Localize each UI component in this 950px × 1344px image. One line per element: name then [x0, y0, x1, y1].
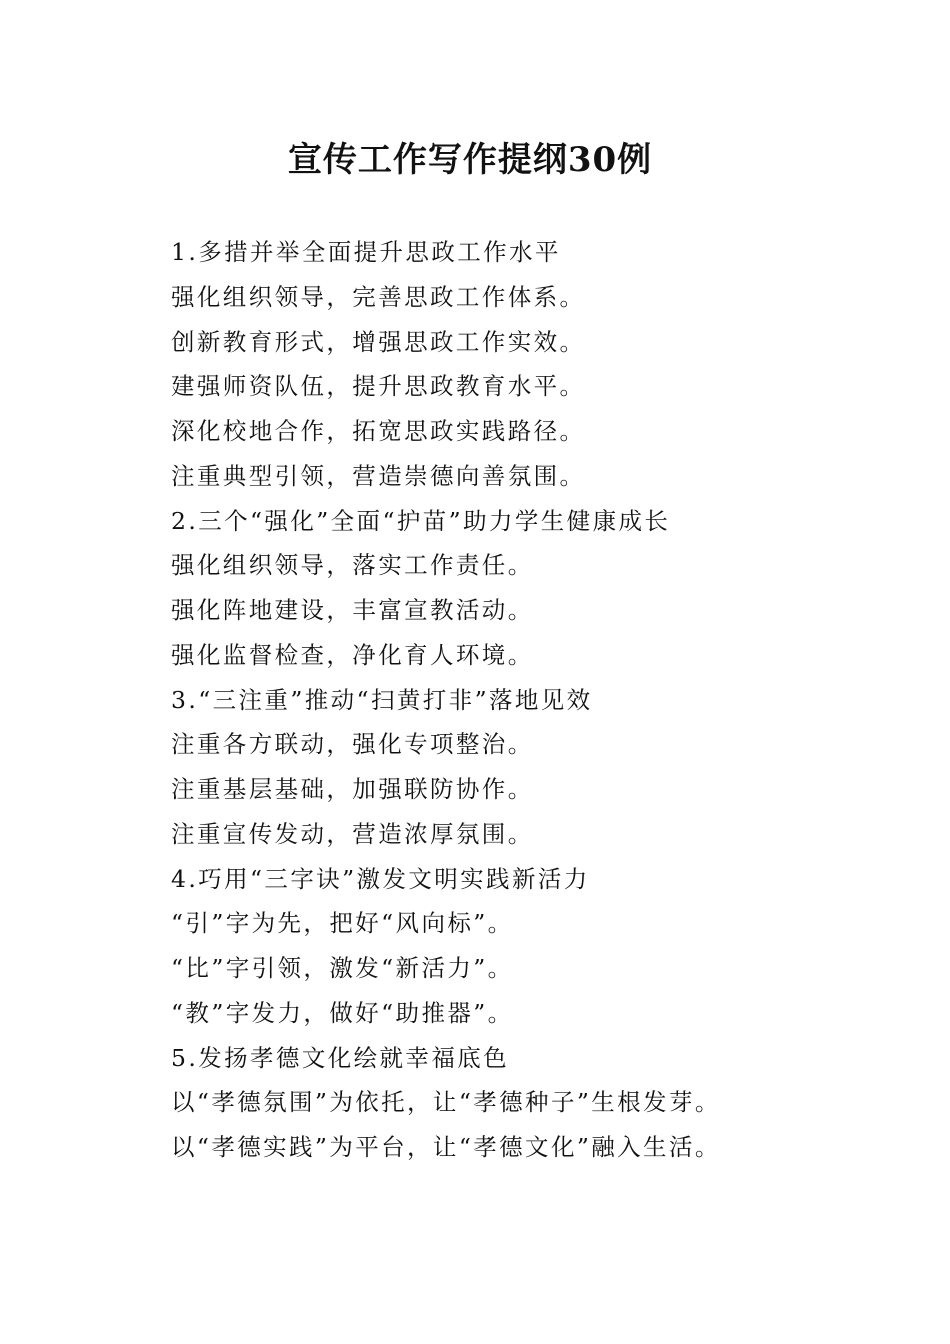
body-line: 以“孝德实践”为平台，让“孝德文化”融入生活。	[171, 1133, 721, 1161]
body-line: 深化校地合作，拓宽思政实践路径。	[171, 417, 586, 445]
section-heading: 5.发扬孝德文化绘就幸福底色	[171, 1043, 510, 1072]
body-line: 建强师资队伍，提升思政教育水平。	[171, 372, 586, 401]
body-line: 强化组织领导，落实工作责任。	[171, 551, 534, 580]
body-line: 创新教育形式，增强思政工作实效。	[171, 327, 586, 356]
body-line: 注重各方联动，强化专项整治。	[171, 730, 534, 759]
section-heading: 4.巧用“三字诀”激发文明实践新活力	[171, 864, 590, 893]
body-line: “引”字为先，把好“风向标”。	[171, 909, 514, 938]
section-heading: 3.“三注重”推动“扫黄打非”落地见效	[171, 685, 593, 714]
body-line: 强化阵地建设，丰富宣教活动。	[171, 596, 534, 624]
document-body	[171, 230, 891, 1170]
section-heading: 1.多措并举全面提升思政工作水平	[171, 238, 561, 266]
body-line: 强化监督检查，净化育人环境。	[171, 640, 534, 669]
body-line: “教”字发力，做好“助推器”。	[171, 998, 514, 1027]
body-line: 以“孝德氛围”为依托，让“孝德种子”生根发芽。	[171, 1088, 721, 1117]
body-line: 注重宣传发动，营造浓厚氛围。	[171, 819, 534, 848]
body-line: “比”字引领，激发“新活力”。	[171, 954, 514, 982]
body-line: 强化组织领导，完善思政工作体系。	[171, 282, 586, 311]
body-line: 注重基层基础，加强联防协作。	[171, 775, 534, 803]
document-title: 宣传工作写作提纲30例	[287, 140, 653, 180]
body-line: 注重典型引领，营造崇德向善氛围。	[171, 461, 586, 490]
section-heading: 2.三个“强化”全面“护苗”助力学生健康成长	[171, 506, 671, 535]
